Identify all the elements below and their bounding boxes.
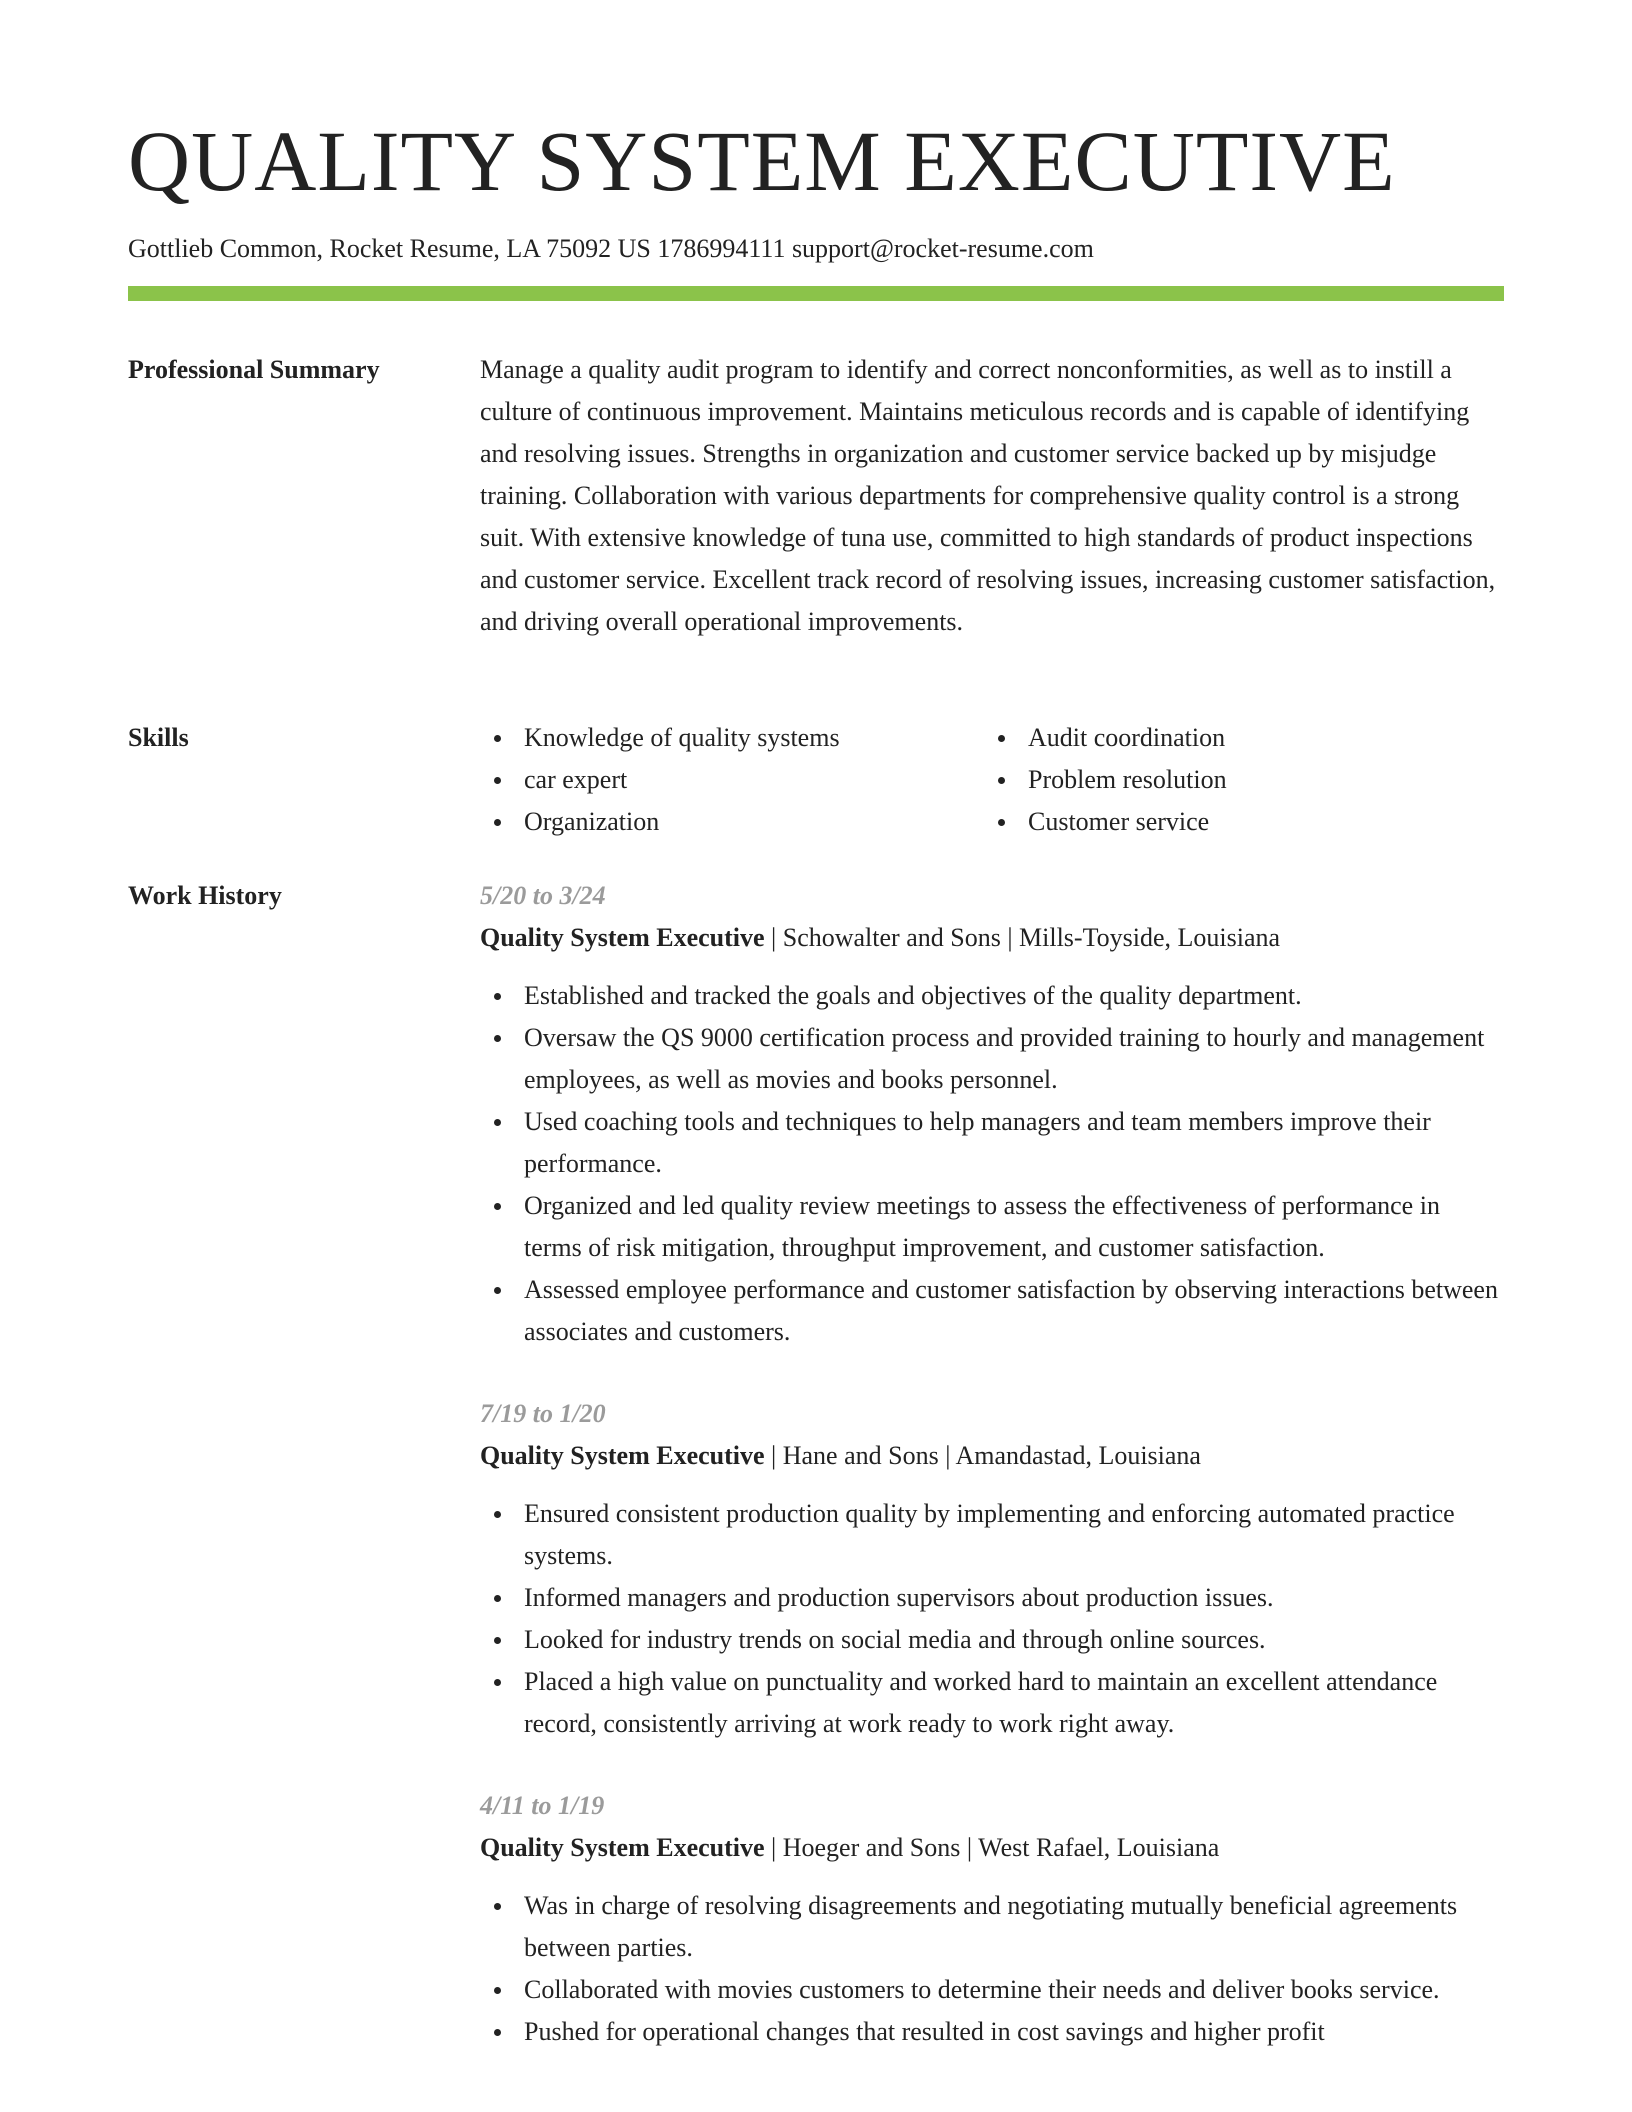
duty-item [480,1269,1504,1353]
job-title: Quality System Executive [480,923,765,952]
duty-text: Placed a high value on punctuality and worked hard to maintain an excellent attendance record, consistently arriving at work ready to work right away. [524,1667,1438,1738]
bullet-dot-icon [494,993,501,1000]
bullet-dot-icon [494,1987,501,1994]
duty-item [480,1619,1504,1661]
duty-text: Pushed for operational changes that resulted in cost savings and higher profit [524,2017,1325,2046]
skill-label: Problem resolution [1028,765,1227,794]
job-entry [480,1785,1504,2053]
resume-name: QUALITY SYSTEM EXECUTIVE [128,113,1396,209]
duty-item [480,1969,1504,2011]
duty-item [480,975,1504,1017]
duty-item [480,1101,1504,1185]
bullet-dot-icon [494,1287,501,1294]
job-company-location: | Schowalter and Sons | Mills-Toyside, Louisiana [764,923,1281,952]
duty-text: Oversaw the QS 9000 certification process and provided training to hourly and management employees, as well as movies and books personnel. [524,1023,1485,1094]
duty-item [480,1661,1504,1745]
duty-text: Informed managers and production supervisors about production issues. [524,1583,1274,1612]
bullet-dot-icon [494,1511,501,1518]
skill-item [984,717,1488,759]
bullet-dot-icon [494,1903,501,1910]
job-entry [480,1393,1504,1745]
skill-item [480,717,984,759]
skills-column-right [984,717,1488,843]
work-history-heading: Work History [128,881,282,910]
bullet-dot-icon [494,1035,501,1042]
skills-heading: Skills [128,723,189,752]
duty-item [480,1017,1504,1101]
bullet-dot-icon [494,1119,501,1126]
duty-text: Ensured consistent production quality by implementing and enforcing automated practice systems. [524,1499,1455,1570]
bullet-dot-icon [494,1637,501,1644]
summary-text: Manage a quality audit program to identify and correct nonconformities, as well as to instill a culture of continuous improvement. Maintains meticulous records and is capable of identifying and resolving issues. Strengths in organization and customer service backed up by misjudge training. Collaboration with various departments for comprehensive quality control is a strong suit. With extensive knowledge of tuna use, committed to high standards of product inspections and customer service. Excellent track record of resolving issues, increasing customer satisfaction, and driving overall operational improvements. [480,355,1496,636]
job-dates: 7/19 to 1/20 [480,1399,606,1428]
job-company-location: | Hane and Sons | Amandastad, Louisiana [764,1441,1201,1470]
summary-body [480,349,1504,643]
job-dates: 4/11 to 1/19 [480,1791,605,1820]
bullet-dot-icon [494,1203,501,1210]
job-title: Quality System Executive [480,1833,765,1862]
bullet-dot-icon [998,819,1005,826]
duty-text: Collaborated with movies customers to determine their needs and deliver books service. [524,1975,1440,2004]
skill-label: Knowledge of quality systems [524,723,840,752]
skill-item [984,801,1488,843]
skill-item [480,759,984,801]
duty-item [480,1577,1504,1619]
bullet-dot-icon [494,2029,501,2036]
contact-line: Gottlieb Common, Rocket Resume, LA 75092 US 1786994111 support@rocket-resume.com [128,234,1094,263]
skill-label: Customer service [1028,807,1210,836]
work-history-body [480,875,1504,2093]
summary-heading: Professional Summary [128,355,380,384]
job-heading [480,917,1504,959]
duty-item [480,1885,1504,1969]
job-dates: 5/20 to 3/24 [480,881,606,910]
skills-columns [480,717,1504,843]
job-entry [480,875,1504,1353]
job-heading [480,1435,1504,1477]
bullet-dot-icon [494,1595,501,1602]
job-duties [480,1885,1504,2053]
skill-label: Audit coordination [1028,723,1226,752]
bullet-dot-icon [494,777,501,784]
skill-label: car expert [524,765,628,794]
duty-text: Established and tracked the goals and objectives of the quality department. [524,981,1302,1010]
header-divider [128,286,1504,301]
duty-text: Assessed employee performance and customer satisfaction by observing interactions between associates and customers. [524,1275,1498,1346]
job-company-location: | Hoeger and Sons | West Rafael, Louisiana [764,1833,1220,1862]
skills-body [480,717,1504,843]
job-heading [480,1827,1504,1869]
bullet-dot-icon [494,1679,501,1686]
job-duties [480,1493,1504,1745]
duty-text: Organized and led quality review meetings to assess the effectiveness of performance in terms of risk mitigation, throughput improvement, and customer satisfaction. [524,1191,1440,1262]
skill-item [480,801,984,843]
duty-item [480,2011,1504,2053]
bullet-dot-icon [494,819,501,826]
bullet-dot-icon [998,735,1005,742]
duty-text: Was in charge of resolving disagreements and negotiating mutually beneficial agreements between parties. [524,1891,1458,1962]
duty-item [480,1185,1504,1269]
duty-item [480,1493,1504,1577]
duty-text: Looked for industry trends on social media and through online sources. [524,1625,1266,1654]
job-duties [480,975,1504,1353]
skill-item [984,759,1488,801]
bullet-dot-icon [998,777,1005,784]
skill-label: Organization [524,807,660,836]
skills-column-left [480,717,984,843]
duty-text: Used coaching tools and techniques to help managers and team members improve their performance. [524,1107,1431,1178]
job-title: Quality System Executive [480,1441,765,1470]
bullet-dot-icon [494,735,501,742]
